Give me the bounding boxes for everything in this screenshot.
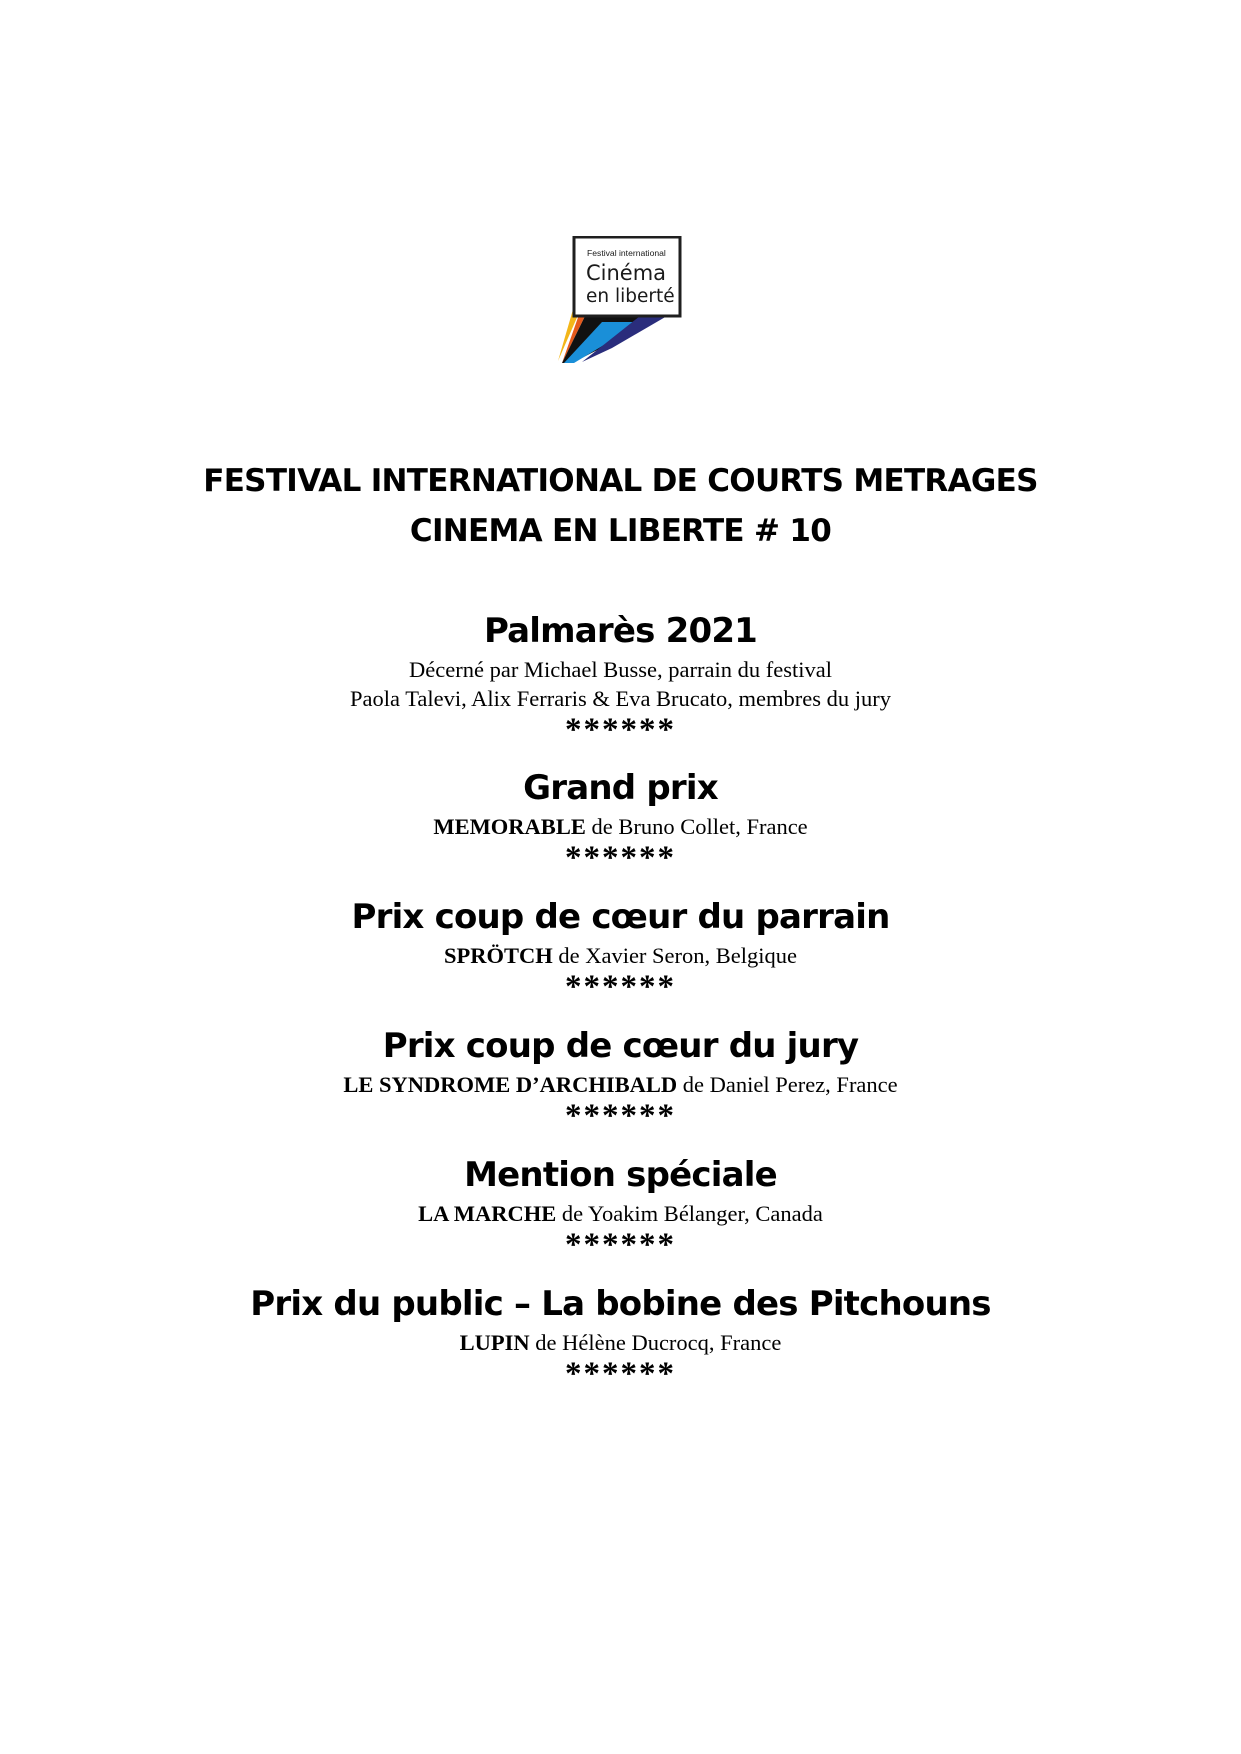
palmares-title: Palmarès 2021 (483, 611, 758, 651)
separator-stars: ****** (565, 1227, 676, 1263)
logo-text-cinema: Cinéma (586, 261, 667, 285)
award-mention-speciale (0, 1151, 1241, 1262)
palmares-jury: Paola Talevi, Alix Ferraris & Eva Brucato, membres du jury (349, 686, 891, 711)
separator-stars: ****** (565, 712, 676, 748)
separator-stars: ****** (565, 840, 676, 876)
award-winner (0, 1070, 1241, 1099)
award-credit: de Yoakim Bélanger, Canada (556, 1201, 823, 1226)
award-winner (0, 1328, 1241, 1357)
award-film-title: MEMORABLE (433, 814, 586, 839)
award-coup-de-coeur-jury (0, 1022, 1241, 1133)
palmares-presenter: Décerné par Michael Busse, parrain du festival (409, 657, 832, 682)
award-credit: de Hélène Ducrocq, France (529, 1330, 782, 1355)
award-winner (0, 941, 1241, 970)
award-title: Prix du public – La bobine des Pitchouns (250, 1284, 991, 1324)
logo-text-small: Festival international (587, 248, 666, 258)
award-grand-prix (0, 764, 1241, 875)
separator-stars: ****** (565, 1098, 676, 1134)
festival-heading: FESTIVAL INTERNATIONAL DE COURTS METRAGES (203, 463, 1038, 499)
award-title: Prix coup de cœur du parrain (351, 897, 890, 937)
award-film-title: LE SYNDROME D’ARCHIBALD (343, 1072, 678, 1097)
award-title: Grand prix (523, 768, 718, 808)
award-film-title: LA MARCHE (418, 1201, 557, 1226)
separator-stars: ****** (565, 1356, 676, 1392)
award-film-title: LUPIN (459, 1330, 530, 1355)
festival-edition: CINEMA EN LIBERTE # 10 (409, 513, 832, 549)
award-credit: de Daniel Perez, France (677, 1072, 898, 1097)
palmares-section (0, 607, 1241, 747)
separator-stars: ****** (565, 969, 676, 1005)
award-credit: de Bruno Collet, France (585, 814, 808, 839)
logo-graphic (552, 236, 692, 366)
award-coup-de-coeur-parrain (0, 893, 1241, 1004)
award-winner (0, 1199, 1241, 1228)
award-winner (0, 812, 1241, 841)
award-title: Prix coup de cœur du jury (382, 1026, 859, 1066)
award-title: Mention spéciale (464, 1155, 777, 1195)
award-credit: de Xavier Seron, Belgique (552, 943, 798, 968)
festival-logo (552, 236, 692, 366)
logo-text-liberte: en liberté (586, 286, 675, 307)
award-film-title: SPRÖTCH (443, 943, 553, 968)
award-prix-du-public (0, 1280, 1241, 1391)
